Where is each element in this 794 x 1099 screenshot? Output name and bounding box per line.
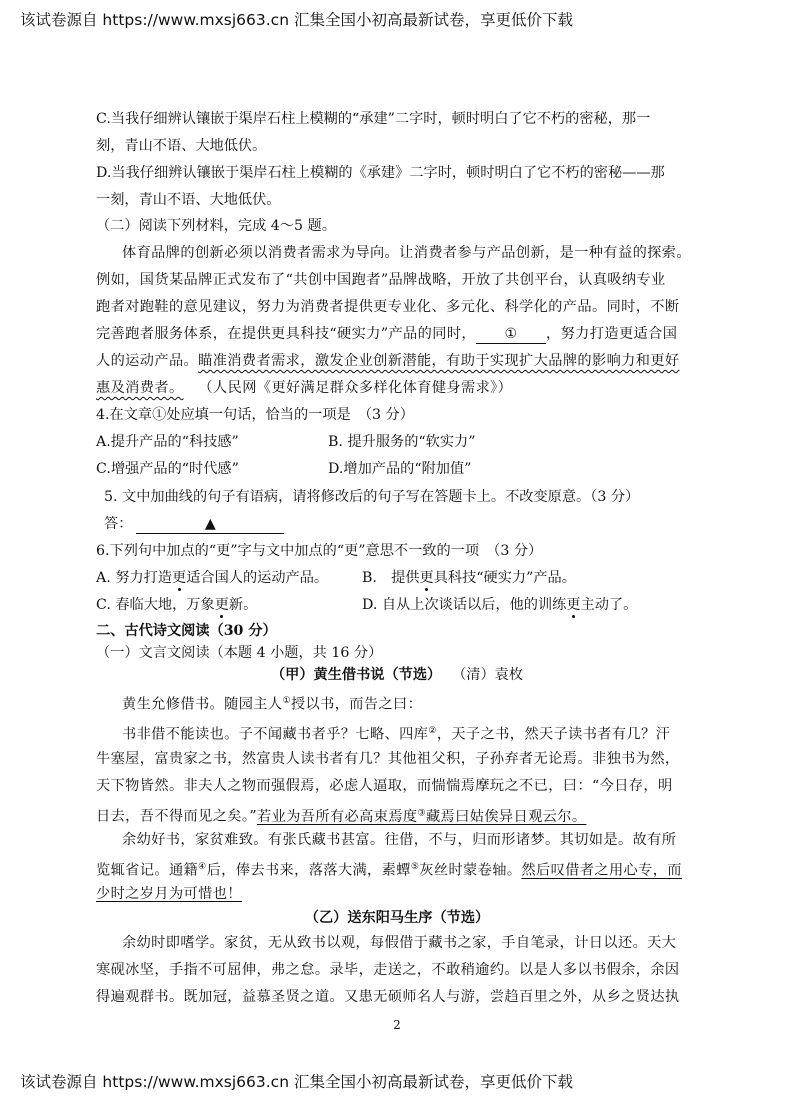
q4-option-b: B. 提升服务的“软实力” [328, 434, 476, 450]
q6-c-text-pre: C. 春临大地，万象 [96, 597, 215, 613]
footnote-mark-4: ④ [198, 862, 207, 872]
q5-stem: 5. 文中加曲线的句子有语病，请将修改后的句子写在答题卡上。不改变原意。（3 分） [104, 489, 640, 505]
passage-line-4b: ，努力打造更适合国 [546, 326, 678, 342]
q6-b-text-pre: B. 提供 [362, 570, 420, 586]
q6-option-d [362, 596, 637, 614]
q6-b-text-post: 具科技“硬实力”产品。 [433, 570, 576, 586]
q6-a-text-pre: A. 努力打造 [96, 570, 173, 586]
q6-option-a [96, 569, 328, 587]
footnote-mark-3: ③ [417, 808, 426, 818]
q6-c-dotted-char: 更 [214, 597, 229, 613]
passage-line-1: 体育品牌的创新必须以消费者需求为导向。让消费者参与产品创新，是一种有益的探索。 [122, 245, 691, 261]
part2-heading: 二、古代诗文阅读（30 分） [96, 623, 277, 639]
q6-c-text-post: 新。 [228, 597, 258, 613]
passage-source: （人民网《更好满足群众多样化体育健身需求》） [205, 380, 513, 396]
jia-line-8 [96, 885, 242, 903]
jia-underlined-sentence-1 [257, 809, 586, 825]
footnote-mark-1: ① [282, 696, 291, 706]
passage-line-4a: 完善跑者服务体系，在提供更具科技“硬实力”产品的同时， [96, 326, 476, 342]
jia-line-7 [96, 858, 682, 880]
yi-line-2: 寒砚冰坚，手指不可屈伸，弗之怠。录毕，走送之，不敢稍逾约。以是人多以书假余，余因 [96, 962, 680, 978]
q4-option-a: A.提升产品的“科技感” [96, 434, 239, 450]
footnote-mark-2: ② [428, 726, 437, 736]
q3-option-d-line1: D.当我仔细辨认镶嵌于渠岸石柱上模糊的《承建》二字时，顿时明白了它不朽的密秘——那 [96, 165, 665, 181]
q4-option-d: D.增加产品的“附加值” [328, 461, 472, 477]
passage-line-2: 例如，国货某品牌正式发布了“共创中国跑者”品牌战略，开放了共创平台，认真吸纳专业 [96, 272, 666, 288]
passage-line-3: 跑者对跑鞋的意见建议，努力为消费者提供更专业化、多元化、科学化的产品。同时，不断 [96, 299, 680, 315]
q6-d-text-post: 主动了。 [580, 597, 638, 613]
q6-a-dotted-char: 更 [172, 570, 187, 586]
q3-option-c-line2: 刻，青山不语、大地低伏。 [96, 138, 267, 154]
q5-answer-blank: ▲ [136, 515, 284, 534]
q3-option-d-line2: 一刻，青山不语、大地低伏。 [96, 192, 281, 208]
passage-line-5a: 人的运动产品。 [96, 353, 199, 369]
section2-heading: （二）阅读下列材料，完成 4～5 题。 [96, 218, 336, 234]
jia-line-2 [122, 722, 670, 744]
jia-line-1b: 授以书，而告之曰： [290, 696, 423, 713]
q4-option-c: C.增强产品的“时代感” [96, 461, 239, 477]
wavy-sentence-part1: 瞄准消费者需求，激发企业创新潜能，有助于实现扩大品牌的影响力和更好 [198, 353, 680, 369]
jia-line-1 [122, 692, 422, 714]
part2-subheading: （一）文言文阅读（本题 4 小题，共 16 分） [96, 645, 383, 661]
jia-line-5 [96, 804, 586, 826]
watermark-bottom: 该试卷源自 https://www.mxsj663.cn 汇集全国小初高最新试卷，享更低价下载 [20, 1073, 573, 1091]
q5-answer-label: 答： [104, 516, 133, 532]
jia-title: （甲）黄生借书说（节选） [270, 667, 442, 683]
jia-line-5c: 藏焉曰姑俟异日观云尔。 [425, 808, 587, 825]
yi-title: （乙）送东阳马生序（节选） [304, 910, 490, 926]
footnote-mark-5: ⑤ [410, 862, 420, 872]
yi-line-1: 余幼时即嗜学。家贫，无从致书以观，每假借于藏书之家，手自笔录，计日以还。天大 [122, 935, 677, 951]
jia-line-4: 天下物皆然。非夫人之物而强假焉，必虑人逼取，而惴惴焉摩玩之不已，曰：“今日存，明 [96, 778, 673, 794]
q6-d-text-pre: D. 自从上次谈话以后，他的训练 [362, 597, 567, 613]
passage-line-4 [96, 325, 677, 344]
q5-answer [104, 515, 284, 534]
q6-a-text-post: 适合国人的运动产品。 [186, 570, 329, 586]
q6-d-dotted-char: 更 [566, 597, 581, 613]
watermark-top: 该试卷源自 https://www.mxsj663.cn 汇集全国小初高最新试卷，享更低价下载 [20, 11, 573, 29]
passage-line-6 [96, 379, 512, 397]
jia-line-6: 余幼好书，家贫难致。有张氏藏书甚富。往借，不与，归而形诸梦。其切如是。故有所 [122, 832, 677, 848]
yi-line-3: 得遍观群书。既加冠，益慕圣贤之道。又患无硕师名人与游，尝趋百里之外，从乡之贤达执 [96, 989, 680, 1005]
jia-line-5b: 若业为吾所有必高束焉度 [257, 808, 418, 825]
q3-option-c-line1: C.当我仔细辨认镶嵌于渠岸石柱上模糊的“承建”二字时，顿时明白了它不朽的密秘，那一 [96, 111, 651, 127]
jia-line-7a: 览辄省记。通籍 [96, 862, 199, 879]
wavy-sentence-part2: 惠及消费者。 [96, 380, 184, 396]
jia-underlined-sentence-2b: 少时之岁月为可惜也！ [96, 886, 242, 902]
jia-line-2b: ，天子之书，然天子读书者有几？汗 [436, 726, 671, 743]
jia-line-2a: 书非借不能读也。子不闻藏书者乎？七略、四库 [122, 726, 429, 743]
page-number: 2 [393, 1018, 401, 1032]
jia-line-7c: 灰丝时蒙卷轴。 [419, 862, 522, 879]
jia-underlined-sentence-2a: 然后叹借者之用心专，而 [521, 862, 682, 879]
q6-b-dotted-char: 更 [419, 570, 434, 586]
fill-blank-1: ① [476, 325, 546, 344]
passage-line-5 [96, 352, 680, 370]
jia-line-1a: 黄生允修借书。随园主人 [122, 696, 283, 713]
jia-line-3: 牛塞屋，富贵家之书，然富贵人读书者有几？其他祖父积，子孙弃者无论焉。非独书为然， [96, 751, 680, 767]
q4-stem: 4.在文章①处应填一句话，恰当的一项是 （3 分） [96, 407, 414, 423]
jia-title-row [0, 666, 794, 684]
jia-line-5a: 日去，吾不得而见之矣。” [96, 808, 258, 825]
q6-option-c [96, 596, 257, 614]
jia-line-7b: 后，俸去书来，落落大满，素蟫 [206, 862, 411, 879]
jia-author: （清）袁枚 [459, 667, 524, 683]
q6-option-b [362, 569, 576, 587]
q6-stem: 6.下列句中加点的“更”字与文中加点的“更”意思不一致的一项 （3 分） [96, 543, 543, 559]
